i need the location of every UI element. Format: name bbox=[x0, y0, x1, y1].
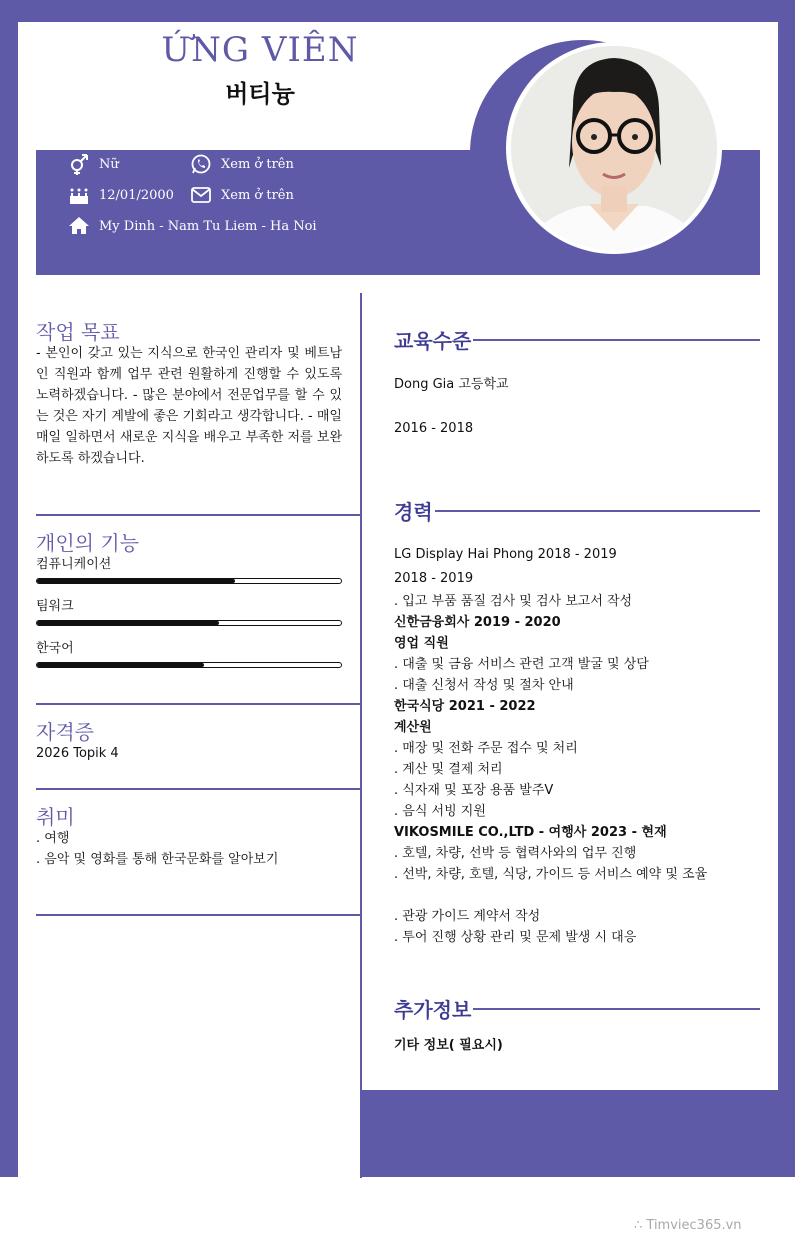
hobbies-heading: 취미 bbox=[36, 805, 75, 829]
frame-bottom bbox=[362, 1090, 795, 1177]
frame-left bbox=[0, 0, 18, 1177]
candidate-name: 버티늉 bbox=[225, 80, 295, 108]
contact-birthdate bbox=[68, 184, 174, 206]
skill-fill bbox=[37, 579, 235, 583]
skill-bar bbox=[36, 620, 342, 626]
divider bbox=[36, 788, 360, 790]
education-heading-text: 교육수준 bbox=[394, 329, 472, 353]
skills-heading: 개인의 기능 bbox=[36, 531, 139, 555]
experience-line: . 식자재 및 포장 용품 발주V bbox=[394, 783, 554, 798]
column-divider bbox=[360, 293, 362, 1178]
experience-line: 2018 - 2019 bbox=[394, 571, 474, 586]
divider bbox=[36, 703, 360, 705]
address-text: My Dinh - Nam Tu Liem - Ha Noi bbox=[99, 218, 317, 234]
birthdate-text: 12/01/2000 bbox=[99, 187, 174, 203]
experience-line: 계산원 bbox=[394, 720, 432, 735]
certificates-heading: 자격증 bbox=[36, 720, 94, 744]
additional-text: 기타 정보( 필요시) bbox=[394, 1038, 503, 1053]
skill-label: 한국어 bbox=[36, 641, 74, 656]
mail-icon bbox=[190, 184, 212, 206]
page-title: ỨNG VIÊN bbox=[161, 30, 359, 70]
experience-line: 한국식당 2021 - 2022 bbox=[394, 699, 536, 714]
experience-line: . 음식 서빙 지원 bbox=[394, 804, 486, 819]
skill-fill bbox=[37, 663, 204, 667]
experience-line: . 입고 부품 품질 검사 및 검사 보고서 작성 bbox=[394, 594, 633, 609]
experience-line: LG Display Hai Phong 2018 - 2019 bbox=[394, 547, 617, 562]
education-heading bbox=[394, 325, 760, 354]
education-period: 2016 - 2018 bbox=[394, 421, 474, 436]
experience-line: . 관광 가이드 계약서 작성 bbox=[394, 909, 541, 924]
divider bbox=[36, 914, 360, 916]
education-school: Dong Gia 고등학교 bbox=[394, 377, 509, 392]
contact-email bbox=[190, 184, 294, 206]
experience-line: 영업 직원 bbox=[394, 636, 449, 651]
objective-text: - 본인이 갖고 있는 지식으로 한국인 관리자 및 베트남인 직원과 함께 업무 관련 원활하게 진행할 수 있도록 노력하겠습니다. - 많은 분야에서 전문업무를 할 수 있는 것은 자기 계발에 좋은 기회라고 생각합니다. - 매일매일 일하면서 새로운 지식을 배우고 부족한 저를 보완하도록 하겠습니다. bbox=[36, 346, 342, 466]
skill-bar bbox=[36, 578, 342, 584]
divider bbox=[36, 514, 360, 516]
experience-line: . 매장 및 전화 주문 접수 및 처리 bbox=[394, 741, 578, 756]
additional-heading-text: 추가정보 bbox=[394, 998, 472, 1022]
experience-line: . 선박, 차량, 호텔, 식당, 가이드 등 서비스 예약 및 조율 bbox=[394, 867, 708, 882]
frame-top bbox=[0, 0, 795, 22]
gender-icon bbox=[68, 153, 90, 175]
experience-line: . 호텔, 차량, 선박 등 협력사와의 업무 진행 bbox=[394, 846, 637, 861]
contact-address bbox=[68, 215, 317, 237]
additional-heading bbox=[394, 994, 760, 1023]
experience-heading-text: 경력 bbox=[394, 500, 433, 524]
phone-text: Xem ở trên bbox=[221, 156, 294, 172]
contact-phone bbox=[190, 153, 294, 175]
experience-line: . 투어 진행 상황 관리 및 문제 발생 시 대응 bbox=[394, 930, 637, 945]
objective-heading: 작업 목표 bbox=[36, 320, 120, 344]
experience-line: 신한금융회사 2019 - 2020 bbox=[394, 615, 561, 630]
home-icon bbox=[68, 215, 90, 237]
hobby-item: . 음악 및 영화를 통해 한국문화를 알아보기 bbox=[36, 852, 279, 867]
certificate-item: 2026 Topik 4 bbox=[36, 746, 119, 761]
gender-text: Nữ bbox=[99, 156, 119, 172]
watermark: ∴ Timviec365.vn bbox=[634, 1218, 742, 1233]
experience-heading bbox=[394, 496, 760, 525]
skill-label: 컴퓨니케이션 bbox=[36, 557, 112, 572]
whatsapp-icon bbox=[190, 153, 212, 175]
avatar bbox=[511, 46, 717, 250]
skill-label: 팀워크 bbox=[36, 599, 74, 614]
hobby-item: . 여행 bbox=[36, 831, 70, 846]
frame-right bbox=[778, 0, 795, 1090]
experience-line: . 대출 및 금융 서비스 관련 고객 발굴 및 상담 bbox=[394, 657, 649, 672]
contact-gender bbox=[68, 153, 119, 175]
cake-icon bbox=[68, 184, 90, 206]
skill-fill bbox=[37, 621, 219, 625]
experience-line: . 대출 신청서 작성 및 절차 안내 bbox=[394, 678, 574, 693]
email-text: Xem ở trên bbox=[221, 187, 294, 203]
experience-line: . 계산 및 결제 처리 bbox=[394, 762, 503, 777]
skill-bar bbox=[36, 662, 342, 668]
experience-line: VIKOSMILE CO.,LTD - 여행사 2023 - 현재 bbox=[394, 825, 667, 840]
